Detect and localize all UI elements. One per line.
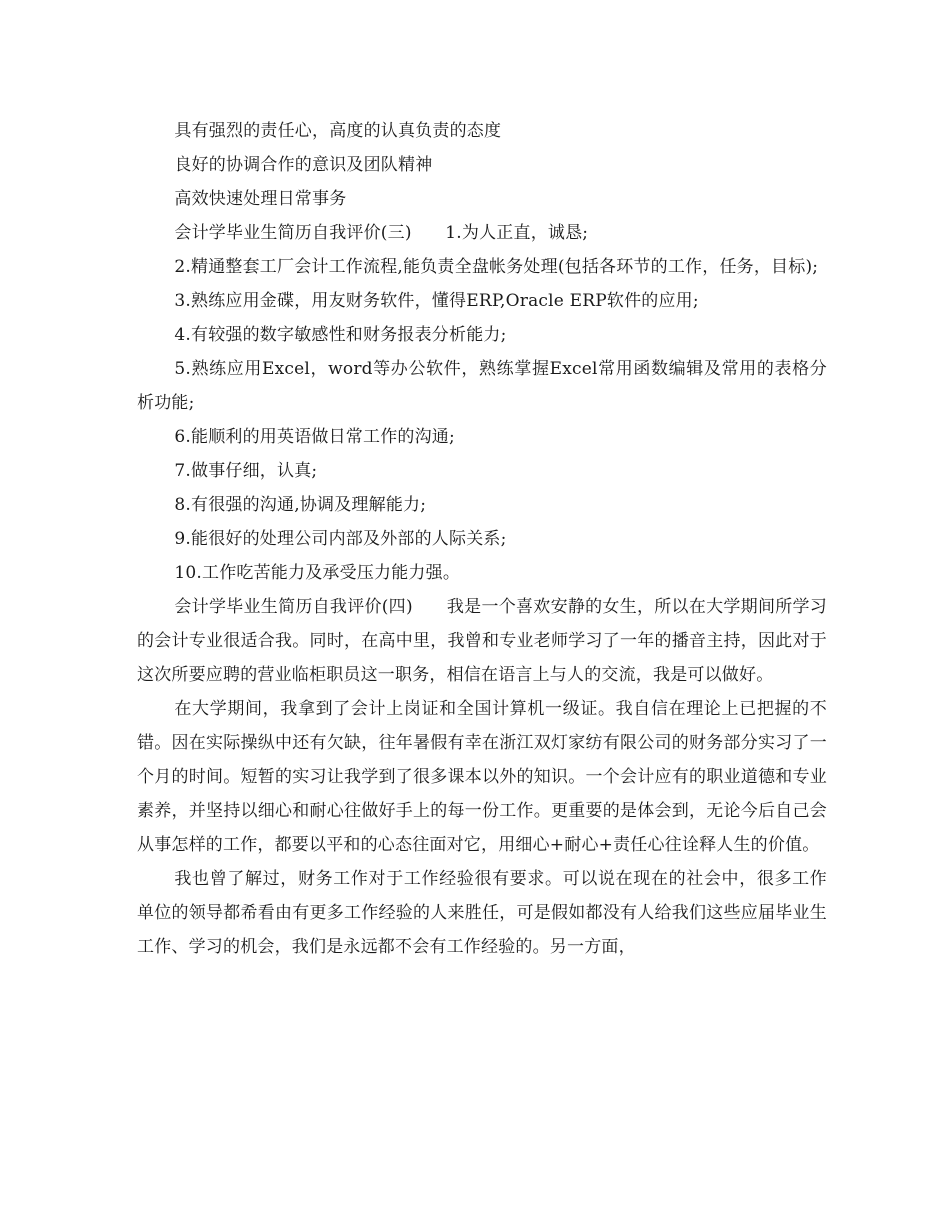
paragraph-1: 具有强烈的责任心，高度的认真负责的态度 [174,121,502,141]
paragraph-3: 高效快速处理日常事务 [174,189,347,209]
list-item-4: 4.有较强的数字敏感性和财务报表分析能力; [174,325,507,345]
list-item-5: 5.熟练应用Excel，word等办公软件，熟练掌握Excel常用函数编辑及常用的表格分析功能; [137,359,827,413]
section-heading-four: 会计学毕业生简历自我评价(四) 我是一个喜欢安静的女生，所以在大学期间所学习的会计专业很适合我。同时，在高中里，我曾和专业老师学习了一年的播音主持，因此对于这次所要应聘的营业临柜职员这一职务，相信在语言上与人的交流，我是可以做好。 [137,597,827,685]
section-heading-three: 会计学毕业生简历自我评价(三) 1.为人正直，诚恳; [174,223,589,243]
list-item-6: 6.能顺利的用英语做日常工作的沟通; [174,427,455,447]
paragraph-2: 良好的协调合作的意识及团队精神 [174,155,433,175]
list-item-9: 9.能很好的处理公司内部及外部的人际关系; [174,529,507,549]
list-item-3: 3.熟练应用金碟，用友财务软件，懂得ERP,Oracle ERP软件的应用; [174,291,699,311]
list-item-2: 2.精通整套工厂会计工作流程,能负责全盘帐务处理(包括各环节的工作，任务，目标); [174,257,819,277]
list-item-8: 8.有很强的沟通,协调及理解能力; [174,495,427,515]
list-item-10: 10.工作吃苦能力及承受压力能力强。 [174,563,461,583]
list-item-7: 7.做事仔细，认真; [174,461,318,481]
document-body [137,114,827,964]
paragraph-university: 在大学期间，我拿到了会计上岗证和全国计算机一级证。我自信在理论上已把握的不错。因在实际操纵中还有欠缺，往年暑假有幸在浙江双灯家纺有限公司的财务部分实习了一个月的时间。短暂的实习让我学到了很多课本以外的知识。一个会计应有的职业道德和专业素养，并坚持以细心和耐心往做好手上的每一份工作。更重要的是体会到，无论今后自己会从事怎样的工作，都要以平和的心态往面对它，用细心+耐心+责任心往诠释人生的价值。 [137,699,827,855]
paragraph-experience: 我也曾了解过，财务工作对于工作经验很有要求。可以说在现在的社会中，很多工作单位的领导都希看由有更多工作经验的人来胜任，可是假如都没有人给我们这些应届毕业生工作、学习的机会，我们是永远都不会有工作经验的。另一方面， [137,869,827,957]
